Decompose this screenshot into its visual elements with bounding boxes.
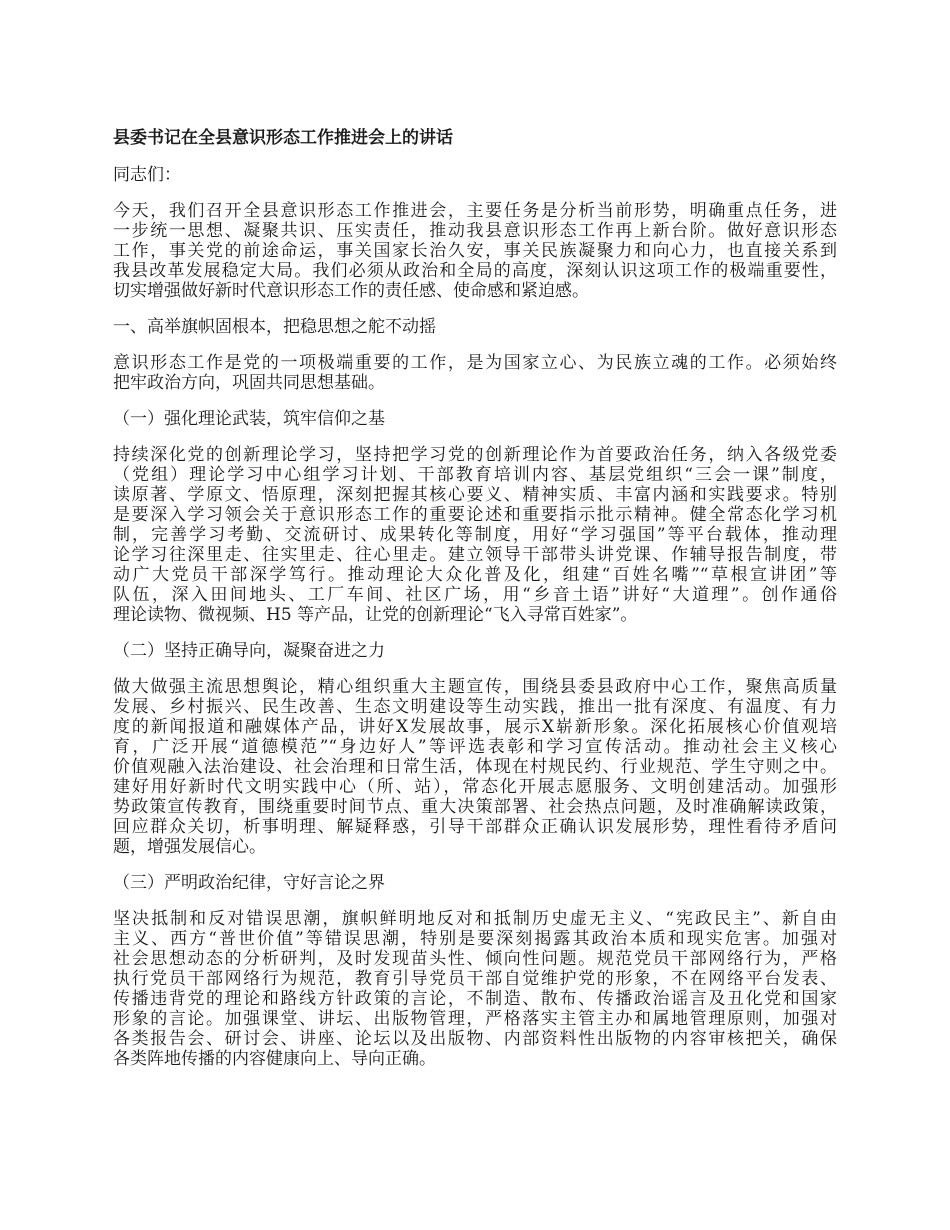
- paragraph-line: 工作，事关党的前途命运，事关国家长治久安，事关民族凝聚力和向心力，也直接关系到: [113, 241, 837, 261]
- paragraph-line: 制，完善学习考勤、交流研讨、成果转化等制度，用好“学习强国”等平台载体，推动理: [113, 525, 837, 545]
- paragraph-line: 持续深化党的创新理论学习，坚持把学习党的创新理论作为首要政治任务，纳入各级党委: [113, 445, 837, 465]
- paragraph-line: 理论读物、微视频、H5 等产品，让党的创新理论“飞入寻常百姓家”。: [113, 605, 638, 625]
- paragraph-line: 题，增强发展信心。: [113, 837, 266, 857]
- paragraph-line: 切实增强做好新时代意识形态工作的责任感、使命感和紧迫感。: [113, 281, 589, 301]
- paragraph-line: 传播违背党的理论和路线方针政策的言论，不制造、散布、传播政治谣言及丑化党和国家: [113, 989, 837, 1009]
- section-heading-block: [113, 317, 837, 337]
- paragraph-line: 做大做强主流思想舆论，精心组织重大主题宣传，围绕县委县政府中心工作，聚焦高质量: [113, 677, 837, 697]
- paragraph-line: 我县改革发展稳定大局。我们必须从政治和全局的高度，深刻认识这项工作的极端重要性，: [113, 261, 837, 281]
- salutation-block: [113, 165, 837, 185]
- paragraph-line: 今天，我们召开全县意识形态工作推进会，主要任务是分析当前形势，明确重点任务，进: [113, 201, 837, 221]
- section-heading: （一）强化理论武装，筑牢信仰之基: [113, 409, 385, 429]
- paragraph-line: 发展、乡村振兴、民生改善、生态文明建设等生动实践，推出一批有深度、有温度、有力: [113, 697, 837, 717]
- document-title: 县委书记在全县意识形态工作推进会上的讲话: [113, 128, 453, 148]
- paragraph-line: 价值观融入法治建设、社会治理和日常生活，体现在村规民约、行业规范、学生守则之中。: [113, 757, 837, 777]
- paragraph-line: 论学习往深里走、往实里走、往心里走。建立领导干部带头讲党课、作辅导报告制度，带: [113, 545, 837, 565]
- paragraph-line: 社会思想动态的分析研判，及时发现苗头性、倾向性问题。规范党员干部网络行为，严格: [113, 949, 837, 969]
- paragraph-line: 主义、西方“普世价值”等错误思潮，特别是要深刻揭露其政治本质和现实危害。加强对: [113, 929, 837, 949]
- paragraph-line: 各类报告会、研讨会、讲座、论坛以及出版物、内部资料性出版物的内容审核把关，确保: [113, 1029, 837, 1049]
- paragraph-line: 各类阵地传播的内容健康向上、导向正确。: [113, 1049, 436, 1069]
- paragraph-line: 坚决抵制和反对错误思潮，旗帜鲜明地反对和抵制历史虚无主义、“宪政民主”、新自由: [113, 909, 837, 929]
- document-body: [113, 201, 837, 1069]
- paragraph-line: 形象的言论。加强课堂、讲坛、出版物管理，严格落实主管主办和属地管理原则，加强对: [113, 1009, 837, 1029]
- paragraph-line: 一步统一思想、凝聚共识、压实责任，推动我县意识形态工作再上新台阶。做好意识形态: [113, 221, 837, 241]
- paragraph-line: 队伍，深入田间地头、工厂车间、社区广场，用“乡音土语”讲好“大道理”。创作通俗: [113, 585, 837, 605]
- paragraph-line: 回应群众关切，析事明理、解疑释惑，引导干部群众正确认识发展形势，理性看待矛盾问: [113, 817, 837, 837]
- document-title-block: [113, 127, 837, 149]
- paragraph-line: 读原著、学原文、悟原理，深刻把握其核心要义、精神实质、丰富内涵和实践要求。特别: [113, 485, 837, 505]
- section-heading: （二）坚持正确导向，凝聚奋进之力: [113, 641, 385, 661]
- paragraph: [113, 201, 837, 301]
- section-heading-block: [113, 641, 837, 661]
- paragraph: [113, 677, 837, 857]
- paragraph-line: 执行党员干部网络行为规范，教育引导党员干部自觉维护党的形象，不在网络平台发表、: [113, 969, 837, 989]
- paragraph: [113, 353, 837, 393]
- section-heading-block: [113, 873, 837, 893]
- salutation: 同志们：: [113, 165, 181, 185]
- section-heading: 一、高举旗帜固根本，把稳思想之舵不动摇: [113, 317, 436, 337]
- paragraph-line: 是要深入学习领会关于意识形态工作的重要论述和重要指示批示精神。健全常态化学习机: [113, 505, 837, 525]
- paragraph-line: 动广大党员干部深学笃行。推动理论大众化普及化，组建“百姓名嘴”“草根宣讲团”等: [113, 565, 837, 585]
- section-heading-block: [113, 409, 837, 429]
- document-page: [113, 127, 837, 1085]
- paragraph-line: （党组）理论学习中心组学习计划、干部教育培训内容、基层党组织“三会一课”制度，: [113, 465, 837, 485]
- section-heading: （三）严明政治纪律，守好言论之界: [113, 873, 385, 893]
- paragraph: [113, 909, 837, 1069]
- paragraph-line: 意识形态工作是党的一项极端重要的工作，是为国家立心、为民族立魂的工作。必须始终: [113, 353, 837, 373]
- paragraph-line: 度的新闻报道和融媒体产品，讲好X发展故事，展示X崭新形象。深化拓展核心价值观培: [113, 717, 837, 737]
- paragraph: [113, 445, 837, 625]
- paragraph-line: 势政策宣传教育，围绕重要时间节点、重大决策部署、社会热点问题，及时准确解读政策，: [113, 797, 837, 817]
- paragraph-line: 育，广泛开展“道德模范”“身边好人”等评选表彰和学习宣传活动。推动社会主义核心: [113, 737, 837, 757]
- paragraph-line: 建好用好新时代文明实践中心（所、站），常态化开展志愿服务、文明创建活动。加强形: [113, 777, 837, 797]
- paragraph-line: 把牢政治方向，巩固共同思想基础。: [113, 373, 385, 393]
